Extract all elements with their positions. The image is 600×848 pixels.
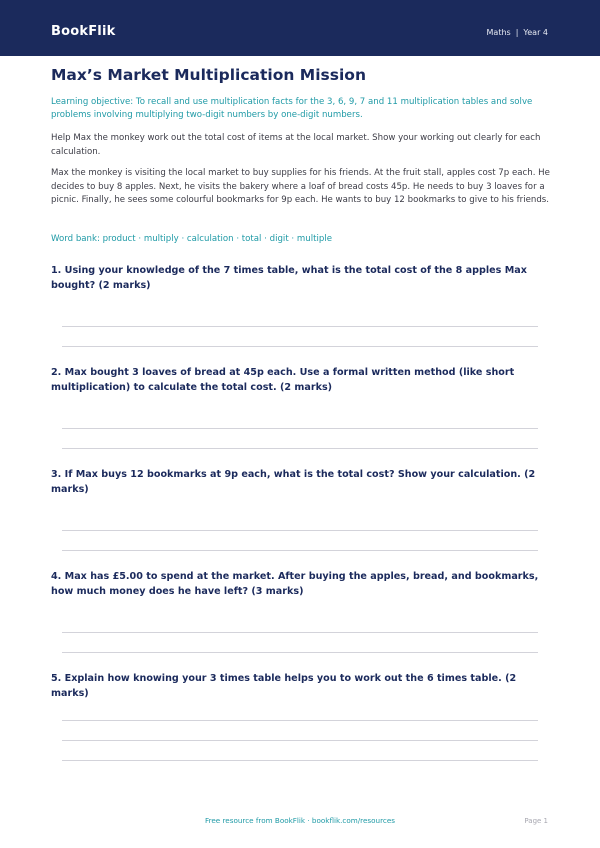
answer-line[interactable] (62, 760, 538, 761)
subject-label: Maths (486, 28, 511, 37)
answer-line[interactable] (62, 550, 538, 551)
answer-line[interactable] (62, 346, 538, 347)
year-label: Year 4 (523, 28, 548, 37)
answer-line[interactable] (62, 530, 538, 531)
header-meta (487, 28, 548, 37)
question-3: 3. If Max buys 12 bookmarks at 9p each, what is the total cost? Show your calculation. (2 marks) (51, 469, 536, 495)
question-1: 1. Using your knowledge of the 7 times table, what is the total cost of the 8 apples Max bought? (2 marks) (51, 265, 527, 291)
intro-paragraph: Help Max the monkey work out the total cost of items at the local market. Show your working out clearly for each calculation. (51, 133, 541, 157)
story-paragraph: Max the monkey is visiting the local market to buy supplies for his friends. At the fruit stall, apples cost 7p each. He decides to buy 8 apples. Next, he visits the bakery where a loaf of bread costs 45p. He needs to buy 3 loaves for a picnic. Finally, he sees some colourful bookmarks for 9p each. He wants to buy 12 bookmarks to give to his friends. (51, 168, 550, 206)
answer-line[interactable] (62, 652, 538, 653)
word-bank: Word bank: product · multiply · calculation · total · digit · multiple (51, 234, 332, 244)
footer-credit: Free resource from BookFlik · bookflik.com/resources (204, 816, 396, 825)
meta-separator: | (515, 28, 519, 37)
question-5: 5. Explain how knowing your 3 times table helps you to work out the 6 times table. (2 marks) (51, 673, 517, 699)
answer-line[interactable] (62, 632, 538, 633)
answer-line[interactable] (62, 326, 538, 327)
page-header (0, 0, 600, 56)
question-4: 4. Max has £5.00 to spend at the market. After buying the apples, bread, and bookmarks, how much money does he have left? (3 marks) (51, 571, 539, 597)
learning-objective: Learning objective: To recall and use multiplication facts for the 3, 6, 9, 7 and 11 multiplication tables and solve problems involving multiplying two-digit numbers by one-digit numbers. (51, 97, 533, 120)
question-2: 2. Max bought 3 loaves of bread at 45p each. Use a formal written method (like short multiplication) to calculate the total cost. (2 marks) (51, 367, 515, 393)
answer-line[interactable] (62, 740, 538, 741)
answer-line[interactable] (62, 720, 538, 721)
answer-line[interactable] (62, 428, 538, 429)
page-number: Page 1 (524, 817, 548, 825)
worksheet-title: Max’s Market Multiplication Mission (51, 66, 366, 84)
brand-logo-text: BookFlik (51, 24, 116, 39)
answer-line[interactable] (62, 448, 538, 449)
